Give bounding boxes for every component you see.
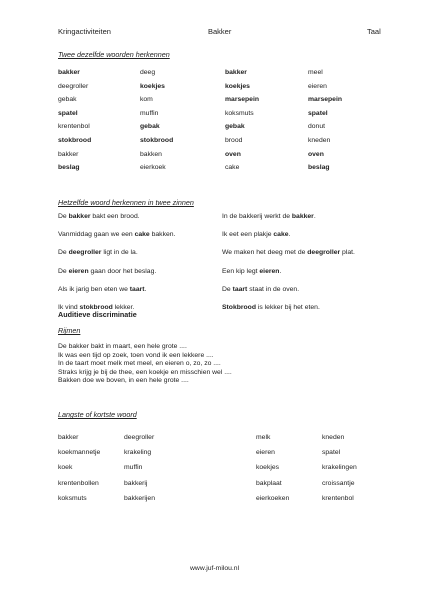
- word-cell: spatel: [322, 449, 341, 457]
- sentence-keyword: deegroller: [307, 249, 341, 257]
- word-cell: deegroller: [58, 82, 89, 90]
- rhyme-line: De bakker bakt in maart, een hele grote ....: [58, 343, 187, 350]
- sentence-keyword: stokbrood: [79, 303, 113, 311]
- sentence-text: .: [313, 213, 316, 220]
- word-cell: bakkerij: [124, 479, 148, 487]
- sentence: [222, 249, 355, 267]
- sentence-text: bakt een brood.: [90, 213, 140, 220]
- sentence-text: plat.: [340, 249, 355, 257]
- word-cell: croissantje: [322, 479, 355, 487]
- word-cell: brood: [225, 136, 243, 144]
- word-cell: stokbrood: [140, 136, 174, 144]
- sentence-text: In de bakkerij werkt de: [222, 213, 292, 220]
- sentence-text: ligt in de la.: [101, 249, 138, 257]
- word-cell: koekjes: [140, 82, 165, 90]
- section4-column-2: [124, 430, 155, 506]
- word-cell: marsepein: [225, 96, 260, 104]
- sentence: [58, 213, 175, 231]
- section4-title: Langste of kortste woord: [58, 410, 137, 419]
- section2-title: Hetzelfde woord herkennen in twee zinnen: [58, 198, 194, 207]
- word-cell: meel: [308, 69, 323, 76]
- section1-column-4: [308, 66, 342, 175]
- section1-column-3: [225, 66, 259, 175]
- header-left: Kringactiviteiten: [58, 27, 111, 36]
- word-cell: koekjes: [256, 464, 280, 472]
- sentence-keyword: cake: [273, 231, 289, 239]
- word-cell: eierkoeken: [256, 494, 290, 502]
- word-cell: eierkoek: [140, 164, 166, 172]
- sentence-text: lekker.: [112, 303, 135, 311]
- section4-column-4: [322, 430, 357, 506]
- sentence-keyword: cake: [134, 231, 150, 239]
- word-cell: gebak: [225, 123, 245, 131]
- sentence-keyword: taart: [129, 285, 145, 293]
- sentence: [58, 268, 175, 286]
- word-cell: beslag: [58, 164, 80, 172]
- word-cell: bakker: [225, 69, 247, 76]
- section1-title: Twee dezelfde woorden herkennen: [58, 50, 170, 59]
- word-cell: koekmannetje: [58, 449, 101, 457]
- sentence-text: is lekker bij het eten.: [255, 303, 320, 311]
- sentence: [58, 249, 175, 267]
- sentence-keyword: bakker: [291, 213, 314, 220]
- rhyme-line: Ik was een tijd op zoek, toen vond ik een lekkere ....: [58, 351, 214, 359]
- word-cell: bakker: [58, 69, 80, 76]
- sentence-text: bakken.: [149, 231, 176, 239]
- sentence-keyword: bakker: [68, 213, 91, 220]
- section2-right-sentences: [222, 213, 355, 322]
- word-cell: bakken: [140, 150, 162, 158]
- word-cell: bakker: [58, 150, 79, 158]
- sentence-text: .: [288, 231, 291, 239]
- sentence: [58, 286, 175, 304]
- sentence-keyword: taart: [232, 285, 248, 293]
- word-cell: koek: [58, 464, 73, 472]
- rhyme-line: Straks krijg je bij de thee, een koekje en misschien wel ....: [58, 368, 232, 376]
- word-cell: krakelingen: [322, 464, 357, 472]
- word-cell: gebak: [58, 96, 77, 104]
- sentence-keyword: deegroller: [68, 249, 102, 257]
- sentence-text: .: [144, 285, 147, 293]
- word-cell: bakkerijen: [124, 494, 155, 502]
- word-cell: oven: [308, 150, 324, 158]
- word-cell: spatel: [58, 109, 78, 117]
- word-cell: beslag: [308, 164, 330, 172]
- sentence-keyword: eieren: [68, 267, 89, 275]
- word-cell: krentenbol: [322, 494, 354, 502]
- word-cell: kneden: [322, 434, 345, 441]
- header-center: Bakker: [208, 27, 232, 36]
- word-cell: cake: [225, 164, 240, 172]
- word-cell: krentenbol: [58, 123, 90, 131]
- sentence-text: De: [58, 267, 69, 275]
- sentence: [222, 213, 355, 231]
- sentence-text: .: [279, 267, 282, 275]
- sentence-text: Een kip legt: [222, 267, 260, 275]
- sentence-text: Ik eet een plakje: [222, 231, 274, 239]
- sentence-keyword: Stokbrood: [222, 303, 256, 311]
- section2-left-sentences: [58, 213, 175, 322]
- sentence-text: De: [58, 213, 69, 220]
- word-cell: deegroller: [124, 434, 155, 441]
- sentence: [222, 268, 355, 286]
- rhyme-line: In de taart moet melk met meel, en eieren o, zo, zo ....: [58, 360, 221, 368]
- sentence-text: De: [222, 285, 233, 293]
- section3-title: Auditieve discriminatie: [58, 310, 137, 319]
- word-cell: oven: [225, 150, 241, 158]
- sentence-text: We maken het deeg met de: [222, 249, 308, 257]
- word-cell: marsepein: [308, 96, 343, 104]
- word-cell: muffin: [124, 464, 143, 472]
- sentence: [222, 231, 355, 249]
- sentence: [58, 231, 175, 249]
- word-cell: kom: [140, 96, 153, 104]
- section3-subtitle: Rijmen: [58, 326, 81, 335]
- section1-column-1: [58, 66, 91, 175]
- word-cell: krentenbollen: [58, 479, 99, 487]
- header-right: Taal: [367, 27, 381, 36]
- rhyme-line: Bakken doe we boven, in een hele grote ....: [58, 377, 189, 385]
- sentence-text: Vanmiddag gaan we een: [58, 231, 135, 239]
- word-cell: spatel: [308, 109, 328, 117]
- section4-column-1: [58, 430, 100, 506]
- word-cell: koksmuts: [225, 109, 254, 117]
- word-cell: donut: [308, 123, 326, 131]
- word-cell: stokbrood: [58, 136, 92, 144]
- word-cell: bakker: [58, 434, 79, 441]
- word-cell: melk: [256, 434, 271, 441]
- word-cell: koksmuts: [58, 494, 87, 502]
- word-cell: gebak: [140, 123, 160, 131]
- sentence: [222, 286, 355, 304]
- sentence-text: Ik vind: [58, 303, 80, 311]
- word-cell: deeg: [140, 69, 156, 76]
- word-cell: bakplaat: [256, 479, 282, 487]
- word-cell: eieren: [308, 82, 327, 90]
- word-cell: muffin: [140, 109, 159, 117]
- rhyme-lines: [58, 343, 232, 386]
- section4-column-3: [256, 430, 289, 506]
- word-cell: krakeling: [124, 449, 152, 457]
- sentence-keyword: eieren: [259, 267, 280, 275]
- section1-column-2: [140, 66, 173, 175]
- word-cell: kneden: [308, 136, 331, 144]
- sentence-text: gaan door het beslag.: [88, 267, 157, 275]
- footer-url: www.juf-milou.nl: [190, 565, 240, 572]
- word-cell: koekjes: [225, 82, 250, 90]
- sentence-text: Als ik jarig ben eten we: [58, 285, 130, 293]
- word-cell: eieren: [256, 449, 275, 457]
- sentence: [222, 304, 355, 322]
- sentence-text: staat in de oven.: [247, 285, 300, 293]
- sentence-text: De: [58, 249, 69, 257]
